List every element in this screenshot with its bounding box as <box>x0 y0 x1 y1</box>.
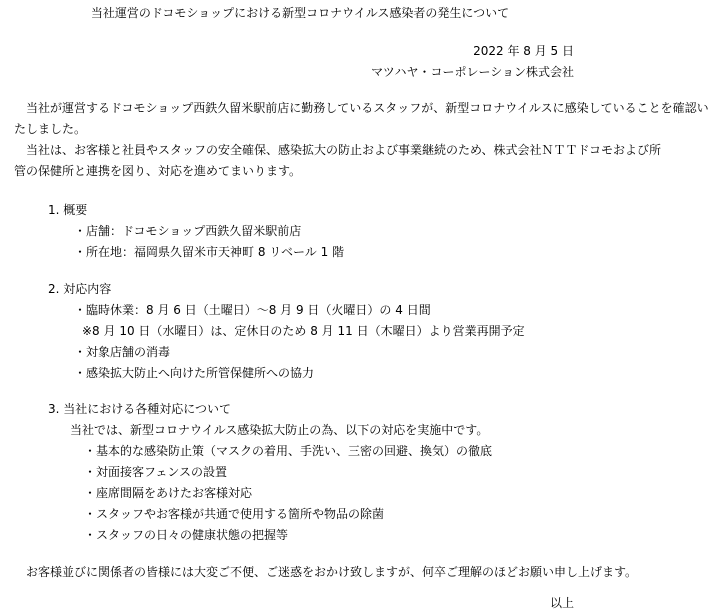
document-date: 2022 年 8 月 5 日 <box>473 44 574 58</box>
section-3-heading: 3. 当社における各種対応について <box>48 402 232 416</box>
company-name: マツハヤ・コーポレーション株式会社 <box>371 65 574 79</box>
end-mark: 以上 <box>549 596 574 610</box>
section-3-item: ・基本的な感染防止策（マスクの着用、手洗い、三密の回避、換気）の徹底 <box>84 444 493 458</box>
section-2-closure: ・臨時休業：8 月 6 日（土曜日）～8 月 9 日（火曜日）の 4 日間 <box>74 303 431 317</box>
section-3-item: ・スタッフやお客様が共通で使用する箇所や物品の除菌 <box>84 507 385 521</box>
section-3-item: ・座席間隔をあけたお客様対応 <box>84 486 253 500</box>
section-3-intro: 当社では、新型コロナウイルス感染拡大防止の為、以下の対応を実施中です。 <box>70 423 489 437</box>
section-2-disinfection: ・対象店舗の消毒 <box>74 345 171 359</box>
section-2-cooperation: ・感染拡大防止へ向けた所管保健所への協力 <box>74 366 315 380</box>
document-title: 当社運営のドコモショップにおける新型コロナウイルス感染者の発生について <box>90 6 510 20</box>
section-1-address: ・所在地：福岡県久留米市天神町 8 リベール 1 階 <box>74 245 345 259</box>
section-1-heading: 1. 概要 <box>48 203 88 217</box>
section-1-store: ・店舗：ドコモショップ西鉄久留米駅前店 <box>74 224 302 238</box>
section-2-heading: 2. 対応内容 <box>48 282 112 296</box>
section-3-item: ・対面接客フェンスの設置 <box>84 465 228 479</box>
section-2-note: ※8 月 10 日（水曜日）は、定休日のため 8 月 11 日（木曜日）より営業再開予定 <box>82 324 525 338</box>
intro-paragraph-1-line-1: 当社が運営するドコモショップ西鉄久留米駅前店に勤務しているスタッフが、新型コロナウイルスに感染していることを確認い <box>26 101 709 115</box>
closing-paragraph: お客様並びに関係者の皆様には大変ご不便、ご迷惑をおかけ致しますが、何卒ご理解のほどお願い申し上げます。 <box>26 565 638 579</box>
intro-paragraph-2-line-1: 当社は、お客様と社員やスタッフの安全確保、感染拡大の防止および事業継続のため、株式会社ＮＴＴドコモおよび所 <box>26 143 662 157</box>
section-3-item: ・スタッフの日々の健康状態の把握等 <box>84 528 289 542</box>
intro-paragraph-1-line-2: たしました。 <box>14 122 87 136</box>
intro-paragraph-2-line-2: 管の保健所と連携を図り、対応を進めてまいります。 <box>14 164 302 178</box>
